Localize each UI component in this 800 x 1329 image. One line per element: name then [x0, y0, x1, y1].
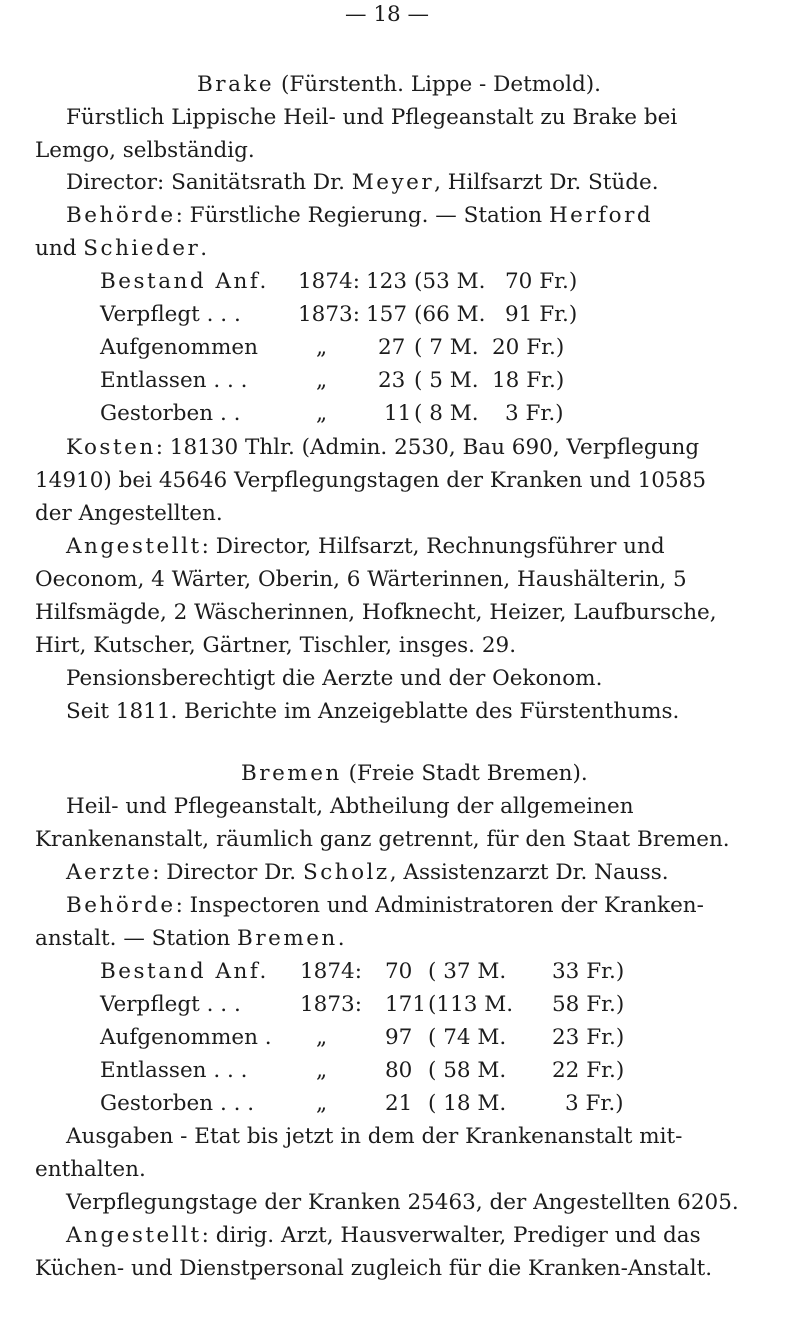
bremen-aerzte: Aerzte: Director Dr. Scholz, Assistenzarzt Dr. Nauss. [66, 860, 669, 885]
stats-total: 23 [378, 368, 406, 393]
stats-year: 1874: [298, 269, 360, 294]
stats-year: 1873: [298, 302, 360, 327]
stats-year: „ [316, 1025, 328, 1050]
stats-label: Aufgenommen . [100, 1025, 272, 1050]
stats-row [0, 335, 700, 361]
angestellt-label: Angestellt [66, 1223, 202, 1248]
section-title-rest: (Fürstenth. Lippe - Detmold). [274, 72, 601, 97]
bremen-angestellt-line-2: Küchen- und Dienstpersonal zugleich für die Kranken-Anstalt. [35, 1256, 713, 1281]
stats-row [0, 302, 700, 328]
brake-pension: Pensionsberechtigt die Aerzte und der Oekonom. [66, 666, 603, 691]
stats-row [0, 959, 700, 985]
station-name: Bremen [237, 926, 338, 951]
bremen-behoerde-line-2: anstalt. — Station Bremen. [35, 926, 345, 951]
brake-stats-table [0, 269, 800, 439]
stats-total: 157 [366, 302, 408, 327]
section-title-place: Bremen [241, 761, 342, 786]
section-title-rest: (Freie Stadt Bremen). [341, 761, 588, 786]
stats-total: 27 [378, 335, 406, 360]
stats-female: 22 Fr.) [552, 1058, 625, 1083]
stats-label: Aufgenommen [100, 335, 258, 360]
brake-angestellt-line-3: Hilfsmägde, 2 Wäscherinnen, Hofknecht, Heizer, Laufbursche, [35, 600, 717, 625]
stats-label: Gestorben . . . [100, 1091, 255, 1116]
stats-total: 11 [384, 401, 412, 426]
brake-kosten-line-3: der Angestellten. [35, 501, 223, 526]
stats-female: 58 Fr.) [552, 992, 625, 1017]
bremen-stats-table [0, 959, 800, 1129]
brake-director: Director: Sanitätsrath Dr. Meyer, Hilfsarzt Dr. Stüde. [66, 170, 659, 195]
stats-label: Entlassen . . . [100, 368, 248, 393]
kosten-label: Kosten [66, 435, 156, 460]
stats-female: 33 Fr.) [552, 959, 625, 984]
brake-intro-line-1: Fürstlich Lippische Heil- und Pflegeanstalt zu Brake bei [66, 105, 678, 130]
bremen-intro-line-1: Heil- und Pflegeanstalt, Abtheilung der allgemeinen [66, 794, 634, 819]
page-number: — 18 — [345, 2, 430, 27]
bremen-behoerde-line-1: Behörde: Inspectoren und Administratoren der Kranken- [66, 893, 704, 918]
stats-row [0, 1091, 700, 1117]
stats-female: 3 Fr.) [565, 1091, 624, 1116]
stats-year: „ [316, 335, 328, 360]
stats-label: Entlassen . . . [100, 1058, 248, 1083]
stats-total: 123 [366, 269, 408, 294]
stats-row [0, 269, 700, 295]
stats-row [0, 1058, 700, 1084]
bremen-angestellt-line-1: Angestellt: dirig. Arzt, Hausverwalter, Prediger und das [66, 1223, 701, 1248]
stats-row [0, 368, 700, 394]
brake-intro-line-2: Lemgo, selbständig. [35, 138, 255, 163]
director-name: Meyer [351, 170, 435, 195]
stats-label: Bestand Anf. [100, 269, 269, 294]
stats-male: ( 7 M. [414, 335, 479, 360]
station-name: Herford [548, 203, 654, 228]
brake-angestellt-line-1: Angestellt: Director, Hilfsarzt, Rechnungsführer und [66, 534, 665, 559]
stats-label: Verpflegt . . . [100, 992, 241, 1017]
section-title-brake [197, 72, 601, 98]
stats-total: 80 [385, 1058, 413, 1083]
stats-year: „ [316, 401, 328, 426]
angestellt-label: Angestellt [66, 534, 202, 559]
stats-male: ( 18 M. [428, 1091, 507, 1116]
section-title-place: Brake [197, 72, 275, 97]
brake-behoerde-line-1: Behörde: Fürstliche Regierung. — Station Herford [66, 203, 654, 228]
aerzte-label: Aerzte [66, 860, 153, 885]
stats-female: 23 Fr.) [552, 1025, 625, 1050]
brake-angestellt-line-2: Oeconom, 4 Wärter, Oberin, 6 Wärterinnen, Haushälterin, 5 [35, 567, 687, 592]
stats-female: 18 Fr.) [492, 368, 565, 393]
stats-label: Gestorben . . [100, 401, 241, 426]
behoerde-label: Behörde [66, 893, 176, 918]
stats-label: Bestand Anf. [100, 959, 269, 984]
stats-female: 20 Fr.) [492, 335, 565, 360]
stats-year: „ [316, 1058, 328, 1083]
brake-seit: Seit 1811. Berichte im Anzeigeblatte des Fürstenthums. [66, 699, 680, 724]
bremen-intro-line-2: Krankenanstalt, räumlich ganz getrennt, für den Staat Bremen. [35, 827, 730, 852]
stats-year: „ [316, 1091, 328, 1116]
stats-total: 70 [385, 959, 413, 984]
stats-year: 1873: [300, 992, 362, 1017]
stats-total: 21 [385, 1091, 413, 1116]
stats-row [0, 992, 700, 1018]
stats-male: (53 M. [414, 269, 486, 294]
stats-male: (113 M. [428, 992, 514, 1017]
brake-kosten-line-2: 14910) bei 45646 Verpflegungstagen der Kranken und 10585 [35, 468, 707, 493]
bremen-verpflegungstage: Verpflegungstage der Kranken 25463, der Angestellten 6205. [66, 1190, 739, 1215]
stats-label: Verpflegt . . . [100, 302, 241, 327]
stats-female: 3 Fr.) [505, 401, 564, 426]
stats-female: 70 Fr.) [505, 269, 578, 294]
brake-kosten-line-1: Kosten: 18130 Thlr. (Admin. 2530, Bau 690, Verpflegung [66, 435, 700, 460]
stats-male: ( 74 M. [428, 1025, 507, 1050]
stats-row [0, 401, 700, 427]
director-name: Scholz [302, 860, 390, 885]
stats-year: 1874: [300, 959, 362, 984]
stats-male: (66 M. [414, 302, 486, 327]
stats-male: ( 8 M. [414, 401, 479, 426]
brake-behoerde-line-2: und Schieder. [35, 236, 208, 261]
stats-total: 171 [385, 992, 427, 1017]
section-title-bremen [241, 761, 588, 787]
stats-female: 91 Fr.) [505, 302, 578, 327]
behoerde-label: Behörde [66, 203, 176, 228]
stats-male: ( 5 M. [414, 368, 479, 393]
brake-angestellt-line-4: Hirt, Kutscher, Gärtner, Tischler, insges. 29. [35, 633, 517, 658]
station-name: Schieder [83, 236, 201, 261]
stats-male: ( 37 M. [428, 959, 507, 984]
stats-row [0, 1025, 700, 1051]
stats-year: „ [316, 368, 328, 393]
bremen-ausgaben-line-2: enthalten. [35, 1157, 146, 1182]
stats-male: ( 58 M. [428, 1058, 507, 1083]
bremen-ausgaben-line-1: Ausgaben - Etat bis jetzt in dem der Krankenanstalt mit- [66, 1124, 683, 1149]
stats-total: 97 [385, 1025, 413, 1050]
